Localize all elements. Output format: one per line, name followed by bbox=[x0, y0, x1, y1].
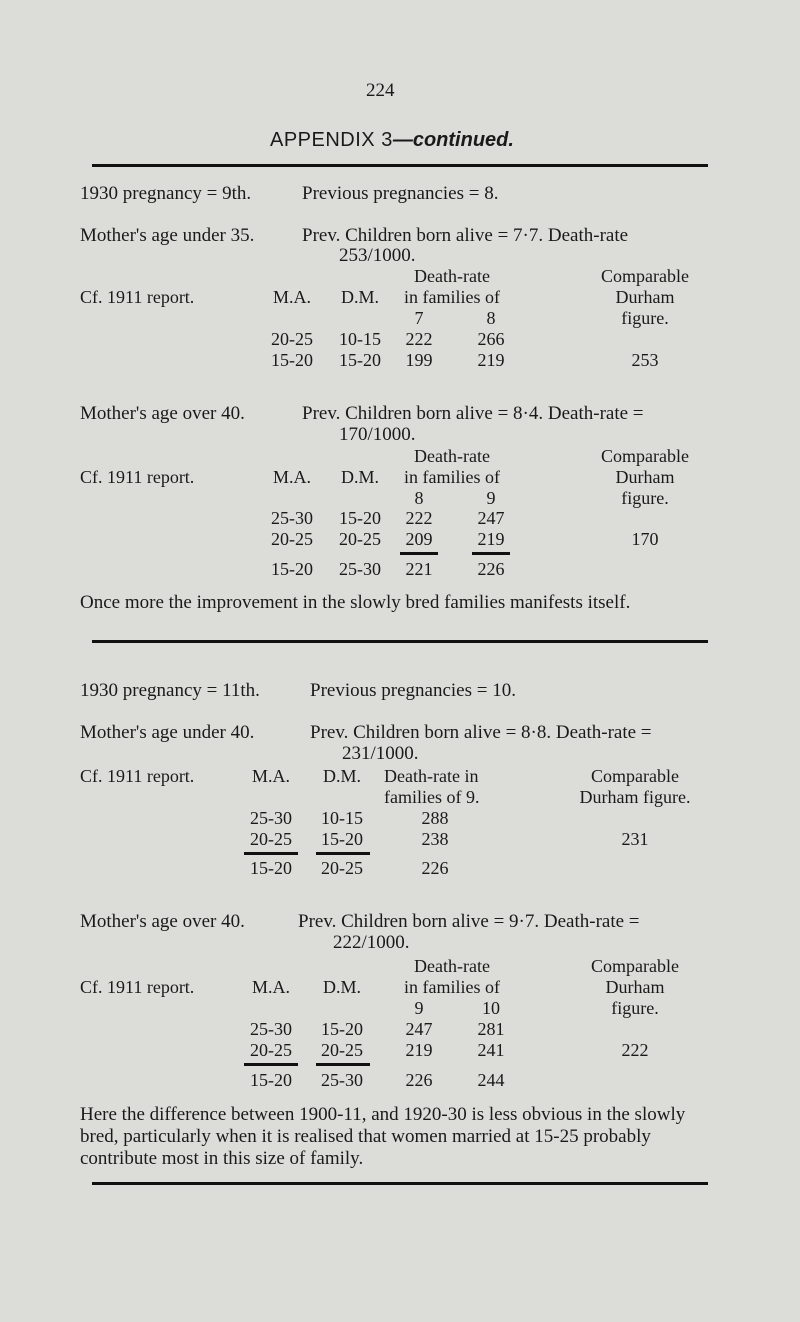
rate-cell: 241 bbox=[477, 1040, 505, 1060]
durham-cell: 253 bbox=[631, 350, 659, 370]
rate-cell: 221 bbox=[405, 559, 433, 579]
b2-pregnancy: 1930 pregnancy = 11th. bbox=[80, 680, 260, 701]
b1a-prev-children: Prev. Children born alive = 7·7. Death-rate bbox=[302, 225, 629, 246]
b1a-h-cf: Cf. 1911 report. bbox=[80, 287, 195, 307]
b2b-h-dm: D.M. bbox=[322, 977, 361, 997]
rate-cell: 209 bbox=[405, 529, 433, 549]
b1b-prev-children: Prev. Children born alive = 8·4. Death-rate = bbox=[302, 403, 644, 424]
b2b-h-durham: Durham bbox=[605, 977, 665, 997]
appendix-heading bbox=[270, 129, 514, 152]
b1b-mother-age: Mother's age over 40. bbox=[80, 403, 245, 424]
b1b-h-in-families: in families of bbox=[404, 467, 500, 487]
b2a-h-death-rate: Death-rate in bbox=[384, 766, 479, 786]
b2a-h-cf: Cf. 1911 report. bbox=[80, 766, 195, 786]
rate-cell: 219 bbox=[405, 1040, 433, 1060]
b1a-fam-col-2: 8 bbox=[486, 308, 496, 328]
b2b-h-ma: M.A. bbox=[251, 977, 290, 997]
ma-cell: 25-30 bbox=[271, 508, 313, 528]
b1a-h-death-rate: Death-rate bbox=[414, 266, 490, 286]
bottom-rule bbox=[92, 1182, 708, 1185]
b2b-rate: 222/1000. bbox=[333, 932, 410, 953]
ma-cell: 15-20 bbox=[271, 350, 313, 370]
top-rule bbox=[92, 164, 708, 167]
b1b-fam-col-1: 8 bbox=[414, 488, 424, 508]
b2b-fam-col-2: 10 bbox=[482, 998, 500, 1018]
b2a-rate: 231/1000. bbox=[342, 743, 419, 764]
b1b-h-cf: Cf. 1911 report. bbox=[80, 467, 195, 487]
b2a-h-dm: D.M. bbox=[322, 766, 361, 786]
dm-cell: 20-25 bbox=[339, 529, 381, 549]
b2b-h-death-rate: Death-rate bbox=[414, 956, 490, 976]
b2b-h-comparable: Comparable bbox=[591, 956, 679, 976]
b1b-fam-col-2: 9 bbox=[486, 488, 496, 508]
rate-cell: 247 bbox=[477, 508, 505, 528]
rate-cell: 247 bbox=[405, 1019, 433, 1039]
b1b-h-dm: D.M. bbox=[340, 467, 379, 487]
rate-cell: 266 bbox=[477, 329, 505, 349]
b1a-h-in-families: in families of bbox=[404, 287, 500, 307]
b1a-h-comparable: Comparable bbox=[601, 266, 689, 286]
b1-note: Once more the improvement in the slowly bred families manifests itself. bbox=[80, 592, 631, 613]
durham-cell: 170 bbox=[631, 529, 659, 549]
dm-cell: 25-30 bbox=[339, 559, 381, 579]
dm-cell: 15-20 bbox=[321, 1019, 363, 1039]
dm-cell: 10-15 bbox=[339, 329, 381, 349]
underline bbox=[472, 552, 510, 555]
dm-cell: 10-15 bbox=[321, 808, 363, 828]
b1-previous: Previous pregnancies = 8. bbox=[302, 183, 499, 204]
b2b-fam-col-1: 9 bbox=[414, 998, 424, 1018]
b2a-h-in-families: families of 9. bbox=[384, 787, 480, 807]
ma-cell: 25-30 bbox=[250, 1019, 292, 1039]
b2a-h-ma: M.A. bbox=[251, 766, 290, 786]
b2b-h-figure: figure. bbox=[611, 998, 659, 1018]
middle-rule bbox=[92, 640, 708, 643]
b1b-h-ma: M.A. bbox=[272, 467, 311, 487]
rate-cell: 281 bbox=[477, 1019, 505, 1039]
durham-cell: 231 bbox=[621, 829, 649, 849]
b2b-prev-children: Prev. Children born alive = 9·7. Death-rate = bbox=[298, 911, 640, 932]
b1b-h-durham: Durham bbox=[615, 467, 675, 487]
b1a-rate: 253/1000. bbox=[339, 245, 416, 266]
ma-cell: 15-20 bbox=[271, 559, 313, 579]
rate-cell: 226 bbox=[477, 559, 505, 579]
rate-cell: 238 bbox=[421, 829, 449, 849]
ma-cell: 15-20 bbox=[250, 1070, 292, 1090]
b1b-h-figure: figure. bbox=[621, 488, 669, 508]
rate-cell: 244 bbox=[477, 1070, 505, 1090]
b2-previous: Previous pregnancies = 10. bbox=[310, 680, 516, 701]
b2a-mother-age: Mother's age under 40. bbox=[80, 722, 255, 743]
b1a-h-ma: M.A. bbox=[272, 287, 311, 307]
b1a-mother-age: Mother's age under 35. bbox=[80, 225, 255, 246]
b1b-h-comparable: Comparable bbox=[601, 446, 689, 466]
b1a-h-dm: D.M. bbox=[340, 287, 379, 307]
dm-cell: 20-25 bbox=[321, 858, 363, 878]
ma-cell: 20-25 bbox=[250, 829, 292, 849]
dm-cell: 15-20 bbox=[339, 508, 381, 528]
rate-cell: 222 bbox=[405, 508, 433, 528]
appendix-title: APPENDIX 3 bbox=[270, 129, 393, 151]
underline bbox=[316, 852, 370, 855]
rate-cell: 226 bbox=[421, 858, 449, 878]
b1a-h-figure: figure. bbox=[621, 308, 669, 328]
underline bbox=[400, 552, 438, 555]
b2b-mother-age: Mother's age over 40. bbox=[80, 911, 245, 932]
b1a-h-durham: Durham bbox=[615, 287, 675, 307]
ma-cell: 20-25 bbox=[271, 329, 313, 349]
b1a-fam-col-1: 7 bbox=[414, 308, 424, 328]
dm-cell: 15-20 bbox=[339, 350, 381, 370]
ma-cell: 15-20 bbox=[250, 858, 292, 878]
b2b-h-cf: Cf. 1911 report. bbox=[80, 977, 195, 997]
rate-cell: 219 bbox=[477, 350, 505, 370]
underline bbox=[244, 852, 298, 855]
ma-cell: 20-25 bbox=[271, 529, 313, 549]
b1b-rate: 170/1000. bbox=[339, 424, 416, 445]
rate-cell: 222 bbox=[405, 329, 433, 349]
underline bbox=[244, 1063, 298, 1066]
b2a-h-durham: Durham figure. bbox=[579, 787, 691, 807]
b2-note: Here the difference between 1900-11, and 1920-30 is less obvious in the slowly bred, particularly when it is realised that women married at 15-25 probably contribute most in this size of family. bbox=[80, 1104, 686, 1169]
page-number: 224 bbox=[366, 80, 395, 101]
b2a-prev-children: Prev. Children born alive = 8·8. Death-rate = bbox=[310, 722, 652, 743]
durham-cell: 222 bbox=[621, 1040, 649, 1060]
ma-cell: 20-25 bbox=[250, 1040, 292, 1060]
rate-cell: 199 bbox=[405, 350, 433, 370]
underline bbox=[316, 1063, 370, 1066]
dm-cell: 20-25 bbox=[321, 1040, 363, 1060]
b2a-h-comparable: Comparable bbox=[591, 766, 679, 786]
b1b-h-death-rate: Death-rate bbox=[414, 446, 490, 466]
dm-cell: 15-20 bbox=[321, 829, 363, 849]
rate-cell: 288 bbox=[421, 808, 449, 828]
b1-pregnancy: 1930 pregnancy = 9th. bbox=[80, 183, 252, 204]
rate-cell: 226 bbox=[405, 1070, 433, 1090]
dm-cell: 25-30 bbox=[321, 1070, 363, 1090]
appendix-suffix: —continued. bbox=[392, 129, 514, 151]
ma-cell: 25-30 bbox=[250, 808, 292, 828]
b2b-h-in-families: in families of bbox=[404, 977, 500, 997]
rate-cell: 219 bbox=[477, 529, 505, 549]
